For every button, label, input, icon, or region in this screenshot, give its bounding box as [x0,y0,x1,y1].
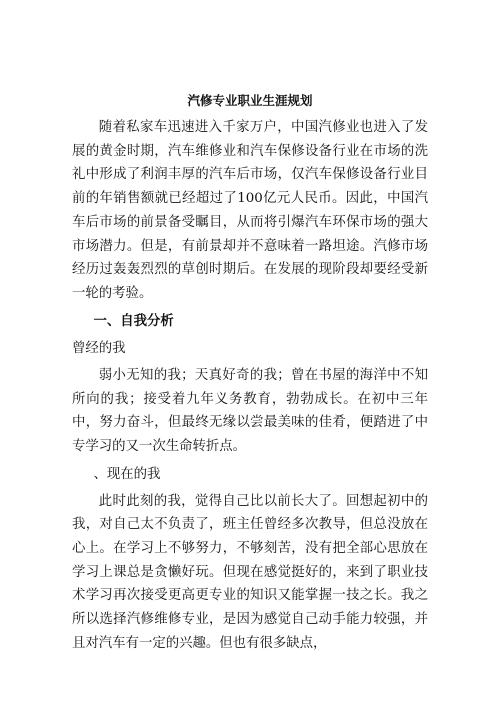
section-heading-self-analysis: 一、自我分析 [93,312,174,329]
subheading-past-self: 曾经的我 [72,341,126,357]
subheading-present-self: 、现在的我 [93,466,161,482]
document-title: 汽修专业职业生涯规划 [187,93,313,108]
intro-paragraph: 随着私家车迅速进入千家万户，中国汽修业也进入了发展的黄金时期，汽车维修业和汽车保修设备行业在市场的洗礼中形成了利润丰厚的汽车后市场，仅汽车保修设备行业目前的年销售额就已经超过了100亿元人民币。因此，中国汽车后市场的前景备受瞩目，从而将引爆汽车环保市场的强大市场潜力。但是，有前景却并不意味着一路坦途。汽修市场经历过轰轰烈烈的草创时期后。在发展的现阶段却要经受新一轮的考验。 [72,120,428,301]
past-self-paragraph: 弱小无知的我；天真好奇的我；曾在书屋的海洋中不知所向的我；接受着九年义务教育，勃勃成长。在初中三年中，努力奋斗，但最终无缘以尝最美味的佳肴，便踏进了中专学习的又一次生命转折点。 [72,368,428,455]
document-body [72,92,428,655]
present-self-paragraph: 此时此刻的我，觉得自己比以前长大了。回想起初中的我，对自己太不负责了，班主任曾经多次教导，但总没放在心上。在学习上不够努力，不够刻苦，没有把全部心思放在学习上课总是贪懒好玩。但现在感觉挺好的，来到了职业技术学习再次接受更高更专业的知识又能掌握一技之长。我之所以选择汽修维修专业，是因为感觉自己动手能力较强，并且对汽车有一定的兴趣。但也有很多缺点， [72,493,428,651]
